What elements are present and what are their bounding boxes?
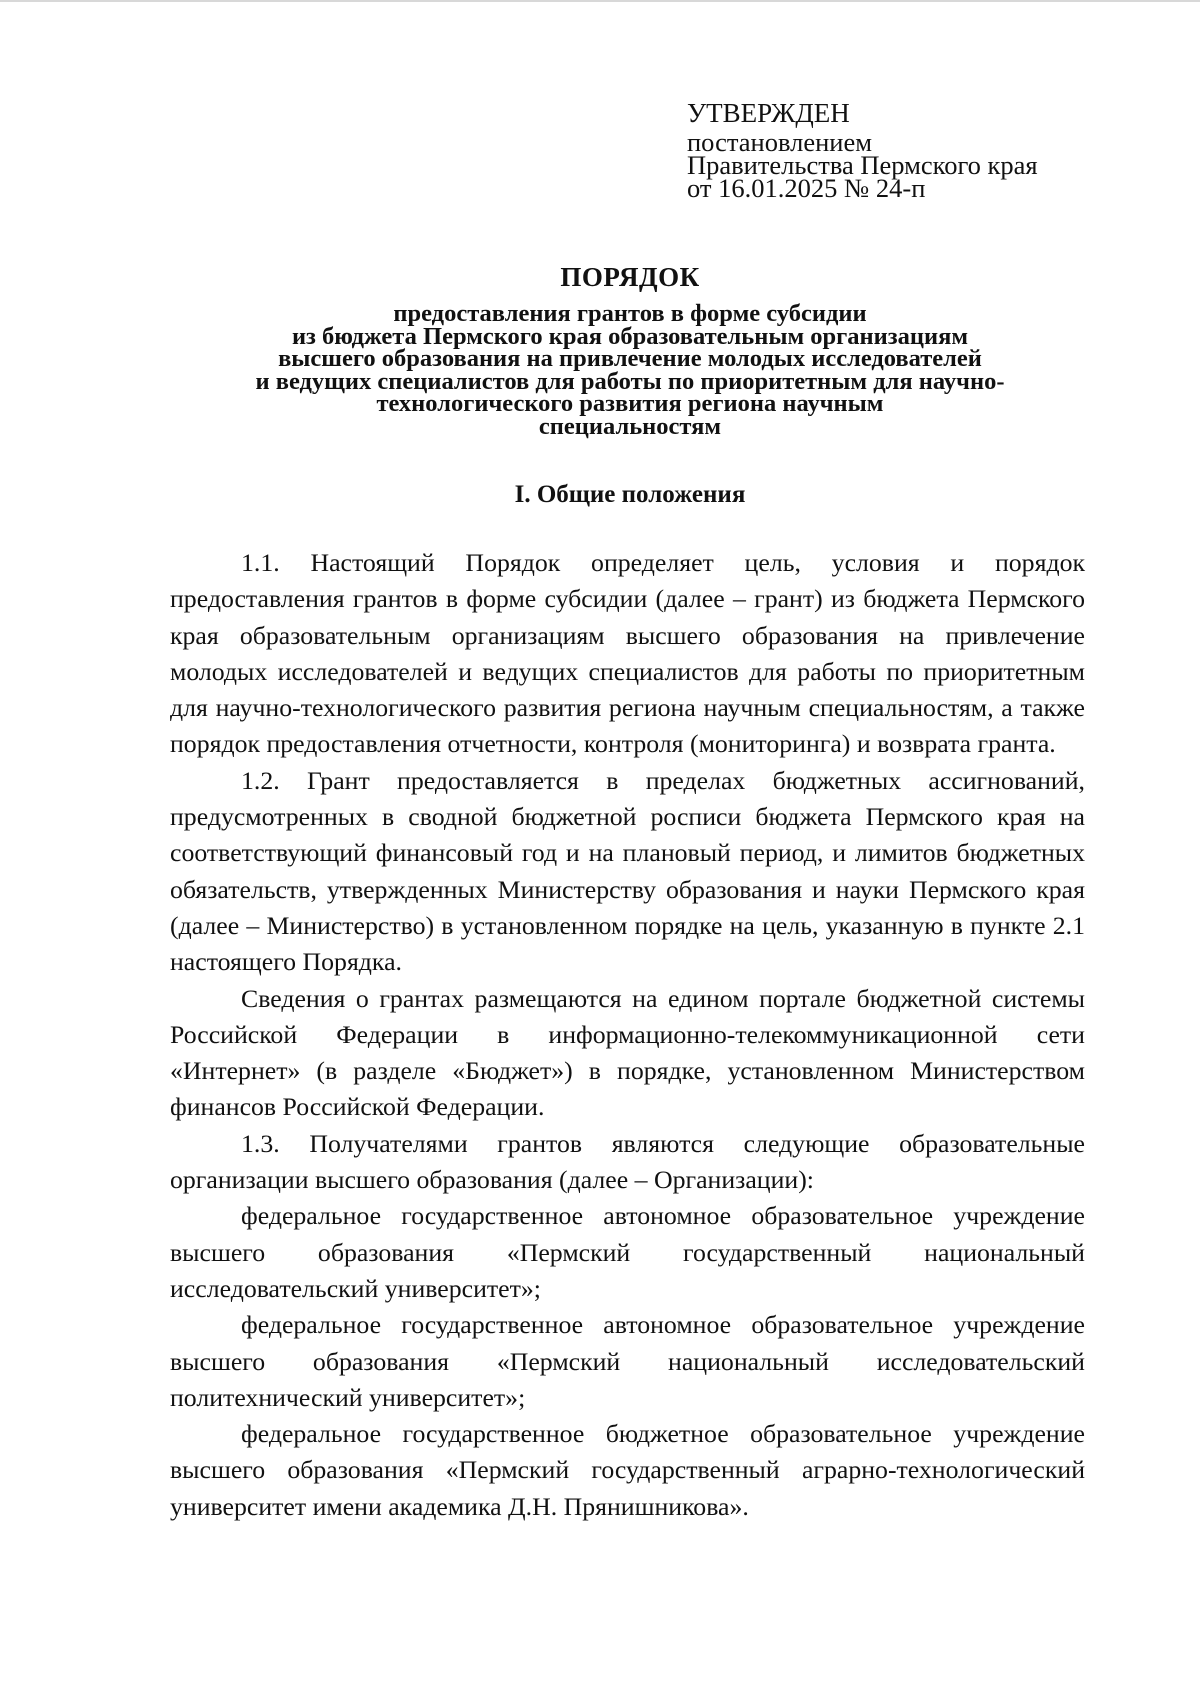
paragraph-grant-info: Сведения о грантах размещаются на едином портале бюджетной системы Российской Федерации в информационно-телекоммуникационной сети «Интернет» (в разделе «Бюджет») в порядке, установленном Министерством финансов Российской Федерации. (170, 983, 1085, 1122)
document-subtitle (150, 300, 1110, 440)
approval-heading: УТВЕРЖДЕН (687, 98, 850, 128)
paragraph-1-2: 1.2. Грант предоставляется в пределах бюджетных ассигнований, предусмотренных в сводной бюджетной росписи бюджета Пермского края на соответствующий финансовый год и на плановый период, и лимитов бюджетных обязательств, утвержденных Министерству образования и науки Пермского края (далее – Министерство) в установленном порядке на цель, указанную в пункте 2.1 настоящего Порядка. (170, 765, 1085, 977)
document-body (170, 545, 1085, 1525)
subtitle-line: из бюджета Пермского края образовательным организациям (291, 322, 969, 350)
approval-stamp-block (687, 98, 1038, 203)
subtitle-line: технологического развития региона научным (376, 390, 884, 417)
section-heading: I. Общие положения (514, 481, 746, 508)
subtitle-line: специальностям (538, 412, 722, 440)
subtitle-line: и ведущих специалистов для работы по приоритетным для научно- (255, 367, 1005, 395)
document-title: ПОРЯДОК (560, 262, 700, 292)
recipient-item: федеральное государственное автономное образовательное учреждение высшего образования «Пермский национальный исследовательский политехнический университет»; (170, 1310, 1085, 1412)
subtitle-line: высшего образования на привлечение молодых исследователей (278, 345, 982, 372)
paragraph-1-3: 1.3. Получателями грантов являются следующие образовательные организации высшего образования (далее – Организации): (170, 1128, 1085, 1195)
approval-line: постановлением (687, 127, 872, 157)
approval-date-number: от 16.01.2025 № 24-п (687, 173, 926, 203)
subtitle-line: предоставления грантов в форме субсидии (393, 300, 867, 327)
recipient-item: федеральное государственное автономное образовательное учреждение высшего образования «Пермский государственный национальный исследовательский университет»; (170, 1201, 1085, 1303)
recipient-item: федеральное государственное бюджетное образовательное учреждение высшего образования «Пермский государственный аграрно-технологический университет имени академика Д.Н. Прянишникова». (170, 1419, 1085, 1521)
approval-line: Правительства Пермского края (687, 150, 1038, 180)
page-top-edge (0, 0, 1200, 2)
paragraph-1-1: 1.1. Настоящий Порядок определяет цель, условия и порядок предоставления грантов в форме субсидии (далее – грант) из бюджета Пермского края образовательным организациям высшего образования на привлечение молодых исследователей и ведущих специалистов для работы по приоритетным для научно-технологического развития региона научным специальностям, а также порядок предоставления отчетности, контроля (мониторинга) и возврата гранта. (170, 548, 1085, 759)
